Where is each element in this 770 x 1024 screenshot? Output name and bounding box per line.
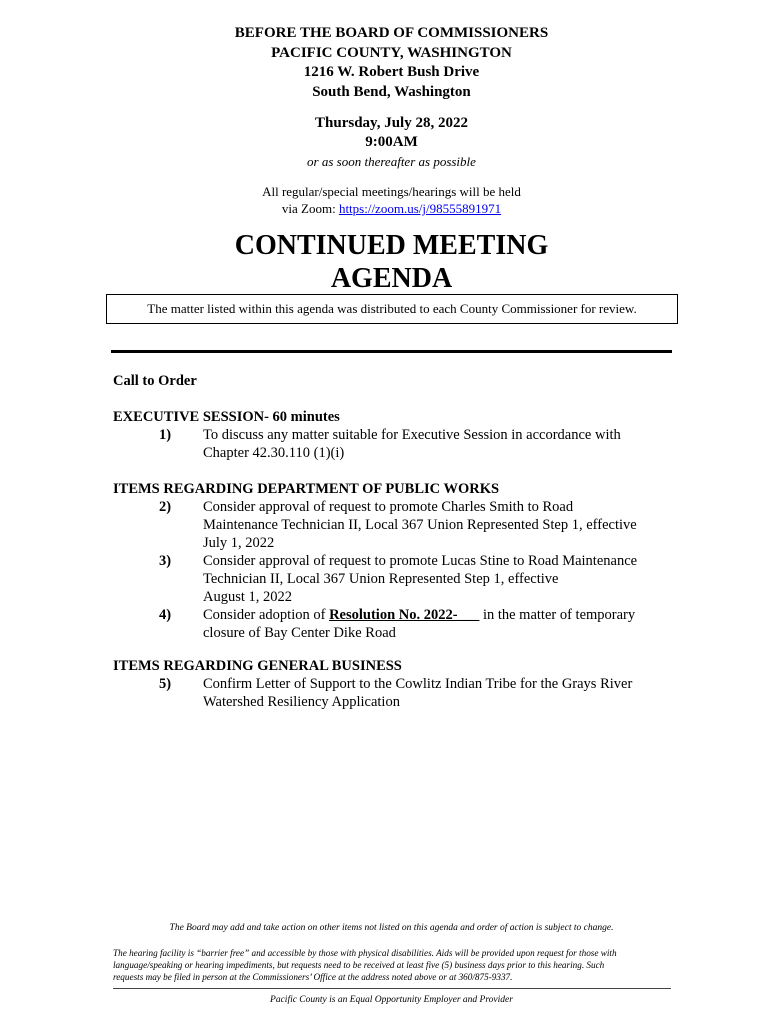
- item-text: August 1, 2022: [203, 589, 293, 605]
- zoom-link-line: [0, 200, 770, 217]
- header-city: South Bend, Washington: [312, 83, 471, 100]
- document-header: [0, 24, 770, 102]
- public-works-title: ITEMS REGARDING DEPARTMENT OF PUBLIC WORKS: [113, 481, 500, 497]
- item-text: Technician II, Local 367 Union Represented Step 1, effective: [203, 571, 559, 587]
- item-number: 4): [159, 607, 172, 623]
- item-text: July 1, 2022: [203, 535, 275, 551]
- zoom-link[interactable]: https://zoom.us/j/98555891971: [338, 201, 502, 216]
- distribution-notice: The matter listed within this agenda was distributed to each County Commissioner for review.: [106, 294, 678, 324]
- agenda-item-3: [159, 552, 638, 606]
- accessibility-line: requests may be filed in person at the Commissioners’ Office at the address noted above or at 360/875-9337.: [113, 972, 513, 982]
- item-text: closure of Bay Center Dike Road: [203, 625, 396, 641]
- header-county: PACIFIC COUNTY, WASHINGTON: [271, 44, 512, 61]
- title-line-1: CONTINUED MEETING: [234, 230, 549, 261]
- public-works-section: [113, 480, 637, 642]
- header-board: BEFORE THE BOARD OF COMMISSIONERS: [234, 25, 549, 41]
- executive-session-section: [113, 408, 621, 462]
- item-text: Consider approval of request to promote Charles Smith to Road: [203, 499, 574, 515]
- item-text: Watershed Resiliency Application: [203, 694, 400, 710]
- accessibility-line: language/speaking or hearing impediments, but requests need to be received at least five (5) business days prior to this hearing. Such: [113, 960, 605, 970]
- zoom-prefix: via Zoom:: [281, 201, 339, 216]
- agenda-item-4: [159, 606, 637, 642]
- call-to-order-title: Call to Order: [113, 373, 197, 389]
- section-divider: [111, 350, 672, 353]
- item-text: Chapter 42.30.110 (1)(i): [203, 445, 345, 461]
- agenda-item-1: [159, 426, 621, 462]
- zoom-line: All regular/special meetings/hearings will be held: [262, 184, 521, 199]
- item-number: 5): [159, 676, 172, 692]
- meeting-time-note: or as soon thereafter as possible: [307, 154, 476, 169]
- general-business-section: [113, 657, 632, 711]
- call-to-order: [113, 372, 197, 390]
- board-note: The Board may add and take action on other items not listed on this agenda and order of action is subject to change.: [169, 923, 614, 933]
- item-number: 2): [159, 499, 172, 515]
- agenda-item-2: [159, 498, 637, 552]
- item-number: 3): [159, 553, 172, 569]
- item-text: [203, 606, 637, 624]
- title-line-2: AGENDA: [330, 263, 453, 294]
- zoom-info: [0, 183, 770, 217]
- item-text: Maintenance Technician II, Local 367 Union Represented Step 1, effective: [203, 517, 637, 533]
- item-text: To discuss any matter suitable for Executive Session in accordance with: [203, 427, 621, 443]
- agenda-title: [0, 229, 770, 295]
- header-address: 1216 W. Robert Bush Drive: [303, 64, 480, 80]
- meeting-info: [0, 114, 770, 170]
- resolution-number: Resolution No. 2022-___: [329, 607, 480, 623]
- executive-session-title: EXECUTIVE SESSION- 60 minutes: [113, 409, 340, 425]
- agenda-item-5: [159, 675, 633, 711]
- item-text-pre: Consider adoption of: [203, 607, 330, 623]
- meeting-date: Thursday, July 28, 2022: [315, 115, 468, 131]
- general-business-title: ITEMS REGARDING GENERAL BUSINESS: [113, 658, 402, 674]
- item-text: Consider approval of request to promote Lucas Stine to Road Maintenance: [203, 553, 638, 569]
- item-text: Confirm Letter of Support to the Cowlitz Indian Tribe for the Grays River: [203, 676, 633, 692]
- accessibility-note: [113, 947, 673, 983]
- footer-divider: [113, 988, 671, 989]
- meeting-time: 9:00AM: [365, 134, 418, 150]
- item-text-post: in the matter of temporary: [479, 607, 636, 623]
- employer-statement: Pacific County is an Equal Opportunity Employer and Provider: [270, 995, 513, 1005]
- accessibility-line: The hearing facility is “barrier free” and accessible by those with physical disabilities. Aids will be provided upon request for those with: [113, 948, 617, 958]
- item-number: 1): [159, 427, 172, 443]
